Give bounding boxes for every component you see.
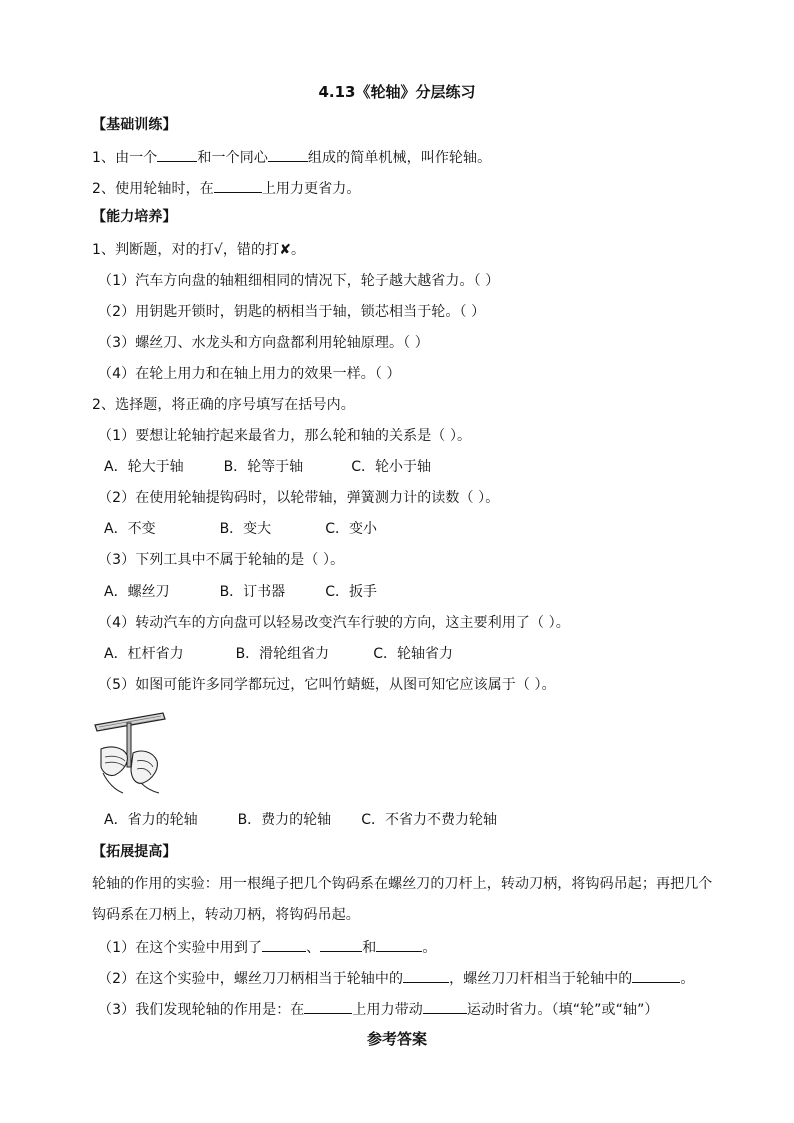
question-text: （2）在这个实验中，螺丝刀刀柄相当于轮轴中的: [98, 971, 404, 987]
judge-intro: 1、判断题，对的打√，错的打✘。: [92, 242, 306, 258]
judge-item-1: （1）汽车方向盘的轴粗细相同的情况下，轮子越大越省力。（ ）: [98, 273, 500, 289]
question-text: 。: [680, 971, 695, 987]
question-text: 上用力带动: [352, 1002, 423, 1018]
option-b[interactable]: B．订书器: [219, 584, 286, 600]
option-c[interactable]: C．轮小于轴: [351, 459, 431, 475]
question-text: 。: [422, 940, 437, 956]
choice-options-3: [104, 583, 413, 601]
choice-intro: 2、选择题，将正确的序号填写在括号内。: [92, 397, 355, 413]
extension-intro-line-2: 钩码系在刀柄上，转动刀柄，将钩码吊起。: [92, 907, 360, 923]
section-heading-extension: 【拓展提高】: [92, 844, 177, 860]
option-a[interactable]: A．省力的轮轴: [104, 812, 198, 828]
basic-question-1: [92, 147, 491, 167]
page-title: 4.13《轮轴》分层练习: [318, 83, 476, 101]
choice-question-4: （4）转动汽车的方向盘可以轻易改变汽车行驶的方向，这主要利用了（ ）。: [98, 615, 570, 631]
choice-question-2: （2）在使用轮轴提钩码时，以轮带轴，弹簧测力计的读数（ ）。: [98, 490, 500, 506]
option-a[interactable]: A．杠杆省力: [104, 646, 184, 662]
basic-question-2: [92, 178, 361, 198]
answer-blank[interactable]: [262, 937, 306, 952]
question-text: （3）我们发现轮轴的作用是：在: [98, 1002, 305, 1018]
question-text: 和: [362, 940, 377, 956]
choice-options-1: [104, 458, 467, 476]
choice-question-5: （5）如图可能许多同学都玩过，它叫竹蜻蜓，从图可知它应该属于（ ）。: [98, 677, 556, 693]
section-heading-ability: 【能力培养】: [92, 209, 177, 225]
answer-blank[interactable]: [403, 968, 449, 983]
question-text: 和一个同心: [197, 150, 268, 166]
question-text: 组成的简单机械，叫作轮轴。: [307, 150, 492, 166]
bamboo-dragonfly-figure: [93, 711, 169, 795]
answer-blank[interactable]: [268, 147, 308, 162]
option-b[interactable]: B．滑轮组省力: [235, 646, 330, 662]
choice-options-5: [104, 811, 533, 829]
question-text: 1、由一个: [92, 150, 158, 166]
choice-question-1: （1）要想让轮轴拧起来最省力，那么轮和轴的关系是（ ）。: [98, 428, 472, 444]
choice-question-3: （3）下列工具中不属于轮轴的是（ ）。: [98, 552, 345, 568]
option-c[interactable]: C．轮轴省力: [373, 646, 453, 662]
question-text: 运动时省力。（填“轮”或“轴”）: [466, 1002, 659, 1018]
option-b[interactable]: B．变大: [219, 521, 272, 537]
extension-intro-line-1: 轮轴的作用的实验：用一根绳子把几个钩码系在螺丝刀的刀杆上，转动刀柄，将钩码吊起；再把几个: [92, 876, 713, 892]
extension-question-3: [98, 999, 659, 1019]
answer-blank[interactable]: [423, 999, 467, 1014]
answer-heading: 参考答案: [366, 1030, 427, 1048]
option-c[interactable]: C．扳手: [325, 584, 377, 600]
option-a[interactable]: A．不变: [104, 521, 156, 537]
question-text: 上用力更省力。: [261, 181, 361, 197]
question-text: （1）在这个实验中用到了: [98, 940, 263, 956]
answer-blank[interactable]: [632, 968, 680, 983]
answer-blank[interactable]: [320, 937, 362, 952]
choice-options-2: [104, 520, 413, 538]
option-b[interactable]: B．轮等于轴: [223, 459, 304, 475]
option-c[interactable]: C．变小: [325, 521, 377, 537]
option-b[interactable]: B．费力的轮轴: [237, 812, 332, 828]
question-text: ，螺丝刀刀杆相当于轮轴中的: [449, 971, 633, 987]
answer-blank[interactable]: [214, 178, 262, 193]
answer-blank[interactable]: [376, 937, 422, 952]
extension-question-1: [98, 937, 436, 957]
bamboo-dragonfly-drawing: [93, 711, 169, 795]
judge-item-4: （4）在轮上用力和在轴上用力的效果一样。（ ）: [98, 366, 401, 382]
answer-blank[interactable]: [304, 999, 352, 1014]
section-heading-basic: 【基础训练】: [92, 117, 177, 133]
option-a[interactable]: A．螺丝刀: [104, 584, 170, 600]
option-a[interactable]: A．轮大于轴: [104, 459, 184, 475]
question-text: 2、使用轮轴时，在: [92, 181, 214, 197]
option-c[interactable]: C．不省力不费力轮轴: [361, 812, 497, 828]
choice-options-4: [104, 645, 489, 663]
judge-item-2: （2）用钥匙开锁时，钥匙的柄相当于轴，锁芯相当于轮。（ ）: [98, 304, 486, 320]
judge-item-3: （3）螺丝刀、水龙头和方向盘都利用轮轴原理。（ ）: [98, 335, 429, 351]
answer-blank[interactable]: [157, 147, 197, 162]
question-text: 、: [306, 940, 321, 956]
extension-question-2: [98, 968, 695, 988]
